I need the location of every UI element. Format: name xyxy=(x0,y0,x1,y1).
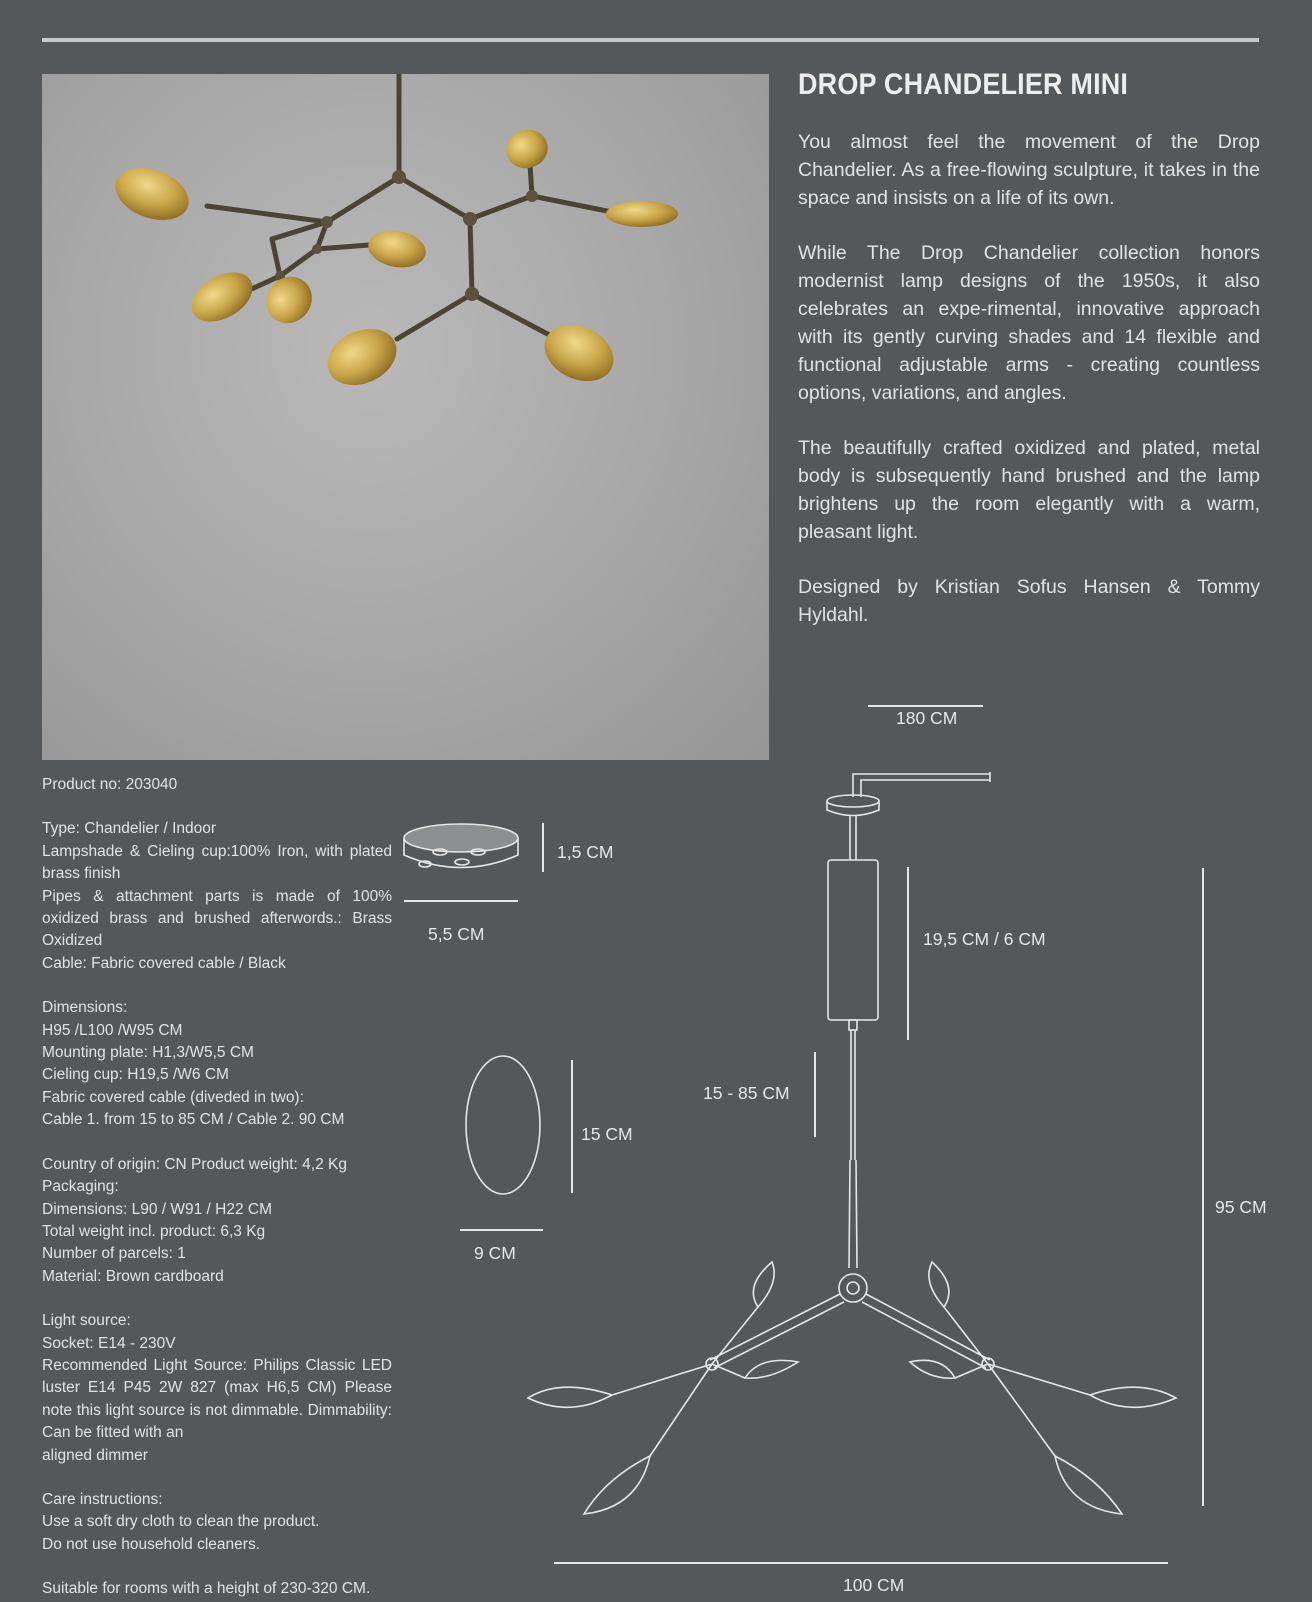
care-heading: Care instructions: xyxy=(42,1490,163,1508)
label-cable-range: 15 - 85 CM xyxy=(703,1083,790,1103)
mounting-plate-drawing xyxy=(404,824,518,868)
label-total-width: 100 CM xyxy=(843,1575,905,1595)
light-source-heading: Light source: xyxy=(42,1312,131,1330)
room-suitability: Suitable for rooms with a height of 230-320 CM. xyxy=(42,1580,371,1598)
spec-socket: Socket: E14 - 230V xyxy=(42,1334,176,1352)
label-total-height: 95 CM xyxy=(1215,1197,1267,1217)
chandelier-photo-illustration xyxy=(42,74,769,760)
description-paragraph: The beautifully crafted oxidized and plated, metal body is subsequently hand brushed and the lamp brightens up the room elegantly with a warm, pleasant light. xyxy=(798,437,1260,543)
label-cable-top: 180 CM xyxy=(896,708,958,728)
packaging-line: Number of parcels: 1 xyxy=(42,1245,186,1263)
packaging-line: Material: Brown cardboard xyxy=(42,1267,224,1285)
spec-lampshade: Lampshade & Cieling cup:100% Iron, with plated brass finish xyxy=(42,842,392,883)
product-description xyxy=(798,128,1260,656)
designer-credit: Designed by Kristian Sofus Hansen & Tommy Hyldahl. xyxy=(798,576,1260,626)
dimension-line: Fabric covered cable (diveded in two): xyxy=(42,1088,304,1106)
product-number: Product no: 203040 xyxy=(42,776,178,793)
label-shade-width: 9 CM xyxy=(474,1243,516,1263)
dimension-line: H95 /L100 /W95 CM xyxy=(42,1021,183,1039)
spec-origin: Country of origin: CN Product weight: 4,2 Kg xyxy=(42,1155,347,1173)
dimension-line: Mounting plate: H1,3/W5,5 CM xyxy=(42,1044,254,1062)
spec-dimmer: aligned dimmer xyxy=(42,1446,148,1464)
label-cup: 19,5 CM / 6 CM xyxy=(923,929,1046,949)
spec-pipes: Pipes & attachment parts is made of 100% oxidized brass and brushed afterwords.: Brass Oxidized xyxy=(42,887,392,950)
spec-type: Type: Chandelier / Indoor xyxy=(42,820,217,838)
label-plate-width: 5,5 CM xyxy=(428,924,485,944)
description-paragraph: While The Drop Chandelier collection honors modernist lamp designs of the 1950s, it also celebrates an expe-rimental, innovative approach with its gently curving shades and 14 flexible and functional adjustable arms - creating countless options, variations, and angles. xyxy=(798,242,1260,404)
top-divider xyxy=(42,38,1259,42)
packaging-line: Dimensions: L90 / W91 / H22 CM xyxy=(42,1200,273,1218)
packaging-line: Total weight incl. product: 6,3 Kg xyxy=(42,1222,266,1240)
dimensions-heading: Dimensions: xyxy=(42,999,128,1017)
care-line: Do not use household cleaners. xyxy=(42,1535,261,1553)
product-title: DROP CHANDELIER MINI xyxy=(798,68,1129,101)
packaging-heading: Packaging: xyxy=(42,1178,119,1196)
spec-recommended-light: Recommended Light Source: Philips Classic LED luster E14 P45 2W 827 (max H6,5 CM) Please note this light source is not dimmable. Dimmability: Can be fitted with an xyxy=(42,1356,392,1442)
shade-drawing xyxy=(466,1056,540,1194)
label-plate-height: 1,5 CM xyxy=(557,842,614,862)
description-paragraph: You almost feel the movement of the Drop Chandelier. As a free-flowing sculpture, it takes in the space and insists on a life of its own. xyxy=(798,131,1260,209)
product-photo xyxy=(42,74,769,760)
spec-cable: Cable: Fabric covered cable / Black xyxy=(42,954,286,972)
dimension-line: Cable 1. from 15 to 85 CM / Cable 2. 90 CM xyxy=(42,1111,345,1129)
chandelier-drawing xyxy=(528,706,1176,1514)
spec-list xyxy=(42,774,392,1601)
label-shade-height: 15 CM xyxy=(581,1124,633,1144)
care-line: Use a soft dry cloth to clean the product. xyxy=(42,1513,320,1531)
dimension-line: Cieling cup: H19,5 /W6 CM xyxy=(42,1066,229,1084)
